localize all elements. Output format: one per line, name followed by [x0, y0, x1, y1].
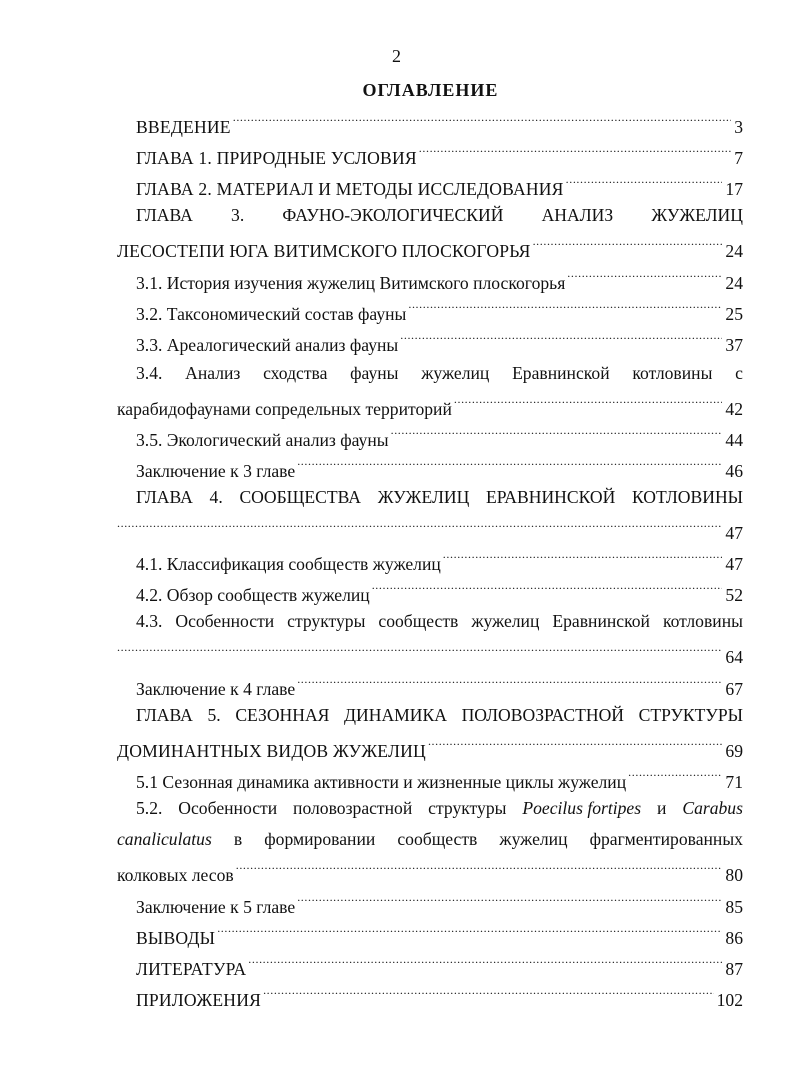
toc-entry-section-4-2[interactable]: [136, 579, 743, 606]
toc-entry-appendices[interactable]: [136, 984, 743, 1011]
toc-title: ОГЛАВЛЕНИЕ: [362, 80, 499, 100]
dot-leader: [248, 953, 722, 975]
word: СЕЗОННАЯ: [235, 705, 330, 725]
toc-entry-conclusion-5[interactable]: [136, 891, 743, 918]
word: половозрастной: [293, 798, 413, 818]
dot-leader: [297, 891, 722, 913]
dot-leader: [372, 579, 723, 601]
dot-leader: [297, 673, 722, 695]
species-name: Poecilus fortipes: [522, 798, 642, 818]
toc-entry-section-4-3-line1[interactable]: [136, 610, 743, 632]
toc-entry-text: ДОМИНАНТНЫХ ВИДОВ ЖУЖЕЛИЦ: [117, 741, 426, 761]
word: 4.: [209, 487, 223, 507]
dot-leader: [217, 922, 722, 944]
toc-entry-intro[interactable]: [136, 111, 743, 138]
word: ДИНАМИКА: [344, 705, 447, 725]
word: ПОЛОВОЗРАСТНОЙ: [461, 705, 624, 725]
word: ЖУЖЕЛИЦ: [651, 205, 743, 225]
toc-entry-page: 67: [725, 679, 743, 699]
word: формировании: [264, 829, 376, 849]
toc-entry-section-5-2-line2[interactable]: [117, 828, 743, 850]
toc-entry-text: ГЛАВА 2. МАТЕРИАЛ И МЕТОДЫ ИССЛЕДОВАНИЯ: [136, 179, 564, 199]
word: 4.3.: [136, 611, 163, 631]
toc-entry-chapter-1[interactable]: [136, 142, 743, 169]
word: Еравнинской: [552, 611, 650, 631]
dot-leader: [391, 424, 723, 446]
toc-entry-section-3-4-line2[interactable]: [117, 393, 743, 420]
dot-leader: [233, 111, 731, 133]
toc-entry-conclusion-4[interactable]: [136, 673, 743, 700]
word: Особенности: [178, 798, 278, 818]
word: 3.4.: [136, 363, 163, 383]
toc-entry-chapter-2[interactable]: [136, 173, 743, 200]
toc-entry-section-3-4-line1[interactable]: [136, 362, 743, 384]
word: Особенности: [175, 611, 275, 631]
word: 5.: [207, 705, 221, 725]
word: в: [233, 829, 243, 849]
toc-entry-page: 25: [725, 304, 743, 324]
word: ФАУНО-ЭКОЛОГИЧЕСКИЙ: [282, 205, 504, 225]
toc-entry-section-5-2-line1[interactable]: [136, 797, 743, 819]
toc-entry-text: колковых лесов: [117, 865, 234, 885]
toc-entry-text: 5.1 Сезонная динамика активности и жизненные циклы жужелиц: [136, 772, 627, 792]
toc-entry-page: 64: [725, 647, 743, 667]
species-epithet: canaliculatus: [117, 829, 212, 849]
toc-entry-page: 102: [716, 990, 743, 1010]
toc-entry-chapter-4-line1[interactable]: [136, 486, 743, 508]
word: котловины: [662, 611, 743, 631]
dot-leader: [428, 735, 722, 757]
toc-entry-page: 71: [725, 772, 743, 792]
dot-leader: [400, 329, 722, 351]
toc-entry-page: 47: [725, 523, 743, 543]
toc-entry-page: 3: [734, 117, 743, 137]
toc-entry-chapter-3-line1[interactable]: [136, 204, 743, 226]
dot-leader: [566, 173, 723, 195]
toc-entry-section-3-3[interactable]: [136, 329, 743, 356]
toc-entry-text: карабидофаунами сопредельных территорий: [117, 399, 452, 419]
toc-entry-page: 80: [725, 865, 743, 885]
toc-entry-section-3-5[interactable]: [136, 424, 743, 451]
toc-entry-page: 44: [725, 430, 743, 450]
word: ЖУЖЕЛИЦ: [377, 487, 470, 507]
toc-entry-page: 69: [725, 741, 743, 761]
toc-entry-page: 85: [725, 897, 743, 917]
word: 3.: [231, 205, 245, 225]
word: СООБЩЕСТВА: [239, 487, 361, 507]
toc-entry-page: 46: [725, 461, 743, 481]
word: структуры: [287, 611, 366, 631]
toc-entry-text: 4.2. Обзор сообществ жужелиц: [136, 585, 370, 605]
toc-entry-page: 7: [734, 148, 743, 168]
word: АНАЛИЗ: [541, 205, 614, 225]
word: с: [735, 363, 743, 383]
dot-leader: [408, 298, 722, 320]
word: котловины: [632, 363, 713, 383]
word: сходства: [263, 363, 328, 383]
dot-leader: [236, 859, 723, 881]
toc-entry-page: 42: [725, 399, 743, 419]
word: жужелиц: [421, 363, 490, 383]
dot-leader: [628, 766, 722, 788]
dot-leader: [263, 984, 714, 1006]
toc-entry-chapter-5-line1[interactable]: [136, 704, 743, 726]
toc-entry-conclusions[interactable]: [136, 922, 743, 949]
word: и: [657, 798, 667, 818]
toc-entry-section-4-3-line2[interactable]: [117, 641, 743, 668]
toc-entry-chapter-3-line2[interactable]: [117, 235, 743, 262]
toc-entry-text: Заключение к 5 главе: [136, 897, 296, 917]
toc-entry-section-3-1[interactable]: [136, 267, 743, 294]
toc-entry-section-4-1[interactable]: [136, 548, 743, 575]
toc-entry-text: ВЫВОДЫ: [136, 928, 216, 948]
toc-entry-text: Заключение к 4 главе: [136, 679, 296, 699]
genus-name: Carabus: [682, 798, 743, 818]
dot-leader: [297, 455, 722, 477]
toc-entry-page: 24: [725, 273, 743, 293]
toc-entry-page: 87: [725, 959, 743, 979]
word: Еравнинской: [512, 363, 610, 383]
dot-leader: [567, 267, 722, 289]
word: жужелиц: [499, 829, 568, 849]
word: жужелиц: [471, 611, 540, 631]
dot-leader: [117, 641, 722, 663]
word: сообществ: [378, 611, 459, 631]
toc-entry-text: 3.5. Экологический анализ фауны: [136, 430, 389, 450]
toc-entry-text: ВВЕДЕНИЕ: [136, 117, 231, 137]
toc-entry-section-5-1[interactable]: [136, 766, 743, 793]
toc-entry-section-5-2-line3[interactable]: [117, 859, 743, 886]
dot-leader: [117, 517, 722, 539]
toc-entry-text: 3.3. Ареалогический анализ фауны: [136, 335, 399, 355]
page-number: 2: [392, 46, 401, 66]
word: сообществ: [397, 829, 478, 849]
word: фрагментированных: [589, 829, 743, 849]
toc-entry-literature[interactable]: [136, 953, 743, 980]
word: структуры: [428, 798, 507, 818]
word: ГЛАВА: [136, 705, 193, 725]
toc-entry-page: 52: [725, 585, 743, 605]
toc-entry-chapter-5-line2[interactable]: [117, 735, 743, 762]
word: Анализ: [185, 363, 241, 383]
dot-leader: [533, 235, 723, 257]
word: СТРУКТУРЫ: [638, 705, 743, 725]
dot-leader: [443, 548, 723, 570]
toc-entry-page: 86: [725, 928, 743, 948]
toc-entry-page: 24: [725, 241, 743, 261]
word: КОТЛОВИНЫ: [632, 487, 743, 507]
toc-entry-page: 37: [725, 335, 743, 355]
word: фауны: [350, 363, 399, 383]
toc-entry-conclusion-3[interactable]: [136, 455, 743, 482]
word: 5.2.: [136, 798, 163, 818]
toc-entry-text: ПРИЛОЖЕНИЯ: [136, 990, 262, 1010]
toc-entry-text: 3.1. История изучения жужелиц Витимского плоскогорья: [136, 273, 566, 293]
word: ГЛАВА: [136, 487, 193, 507]
word: ЕРАВНИНСКОЙ: [486, 487, 616, 507]
dot-leader: [419, 142, 731, 164]
toc-entry-chapter-4-line2[interactable]: [117, 517, 743, 544]
toc-entry-text: 3.2. Таксономический состав фауны: [136, 304, 407, 324]
word: ГЛАВА: [136, 205, 193, 225]
toc-entry-text: ГЛАВА 1. ПРИРОДНЫЕ УСЛОВИЯ: [136, 148, 417, 168]
toc-entry-section-3-2[interactable]: [136, 298, 743, 325]
toc-entry-text: ЛЕСОСТЕПИ ЮГА ВИТИМСКОГО ПЛОСКОГОРЬЯ: [117, 241, 531, 261]
toc-entry-text: ЛИТЕРАТУРА: [136, 959, 247, 979]
toc-entry-text: 4.1. Классификация сообществ жужелиц: [136, 554, 441, 574]
toc-entry-page: 17: [725, 179, 743, 199]
toc-entry-text: Заключение к 3 главе: [136, 461, 296, 481]
dot-leader: [454, 393, 723, 415]
toc-entry-page: 47: [725, 554, 743, 574]
